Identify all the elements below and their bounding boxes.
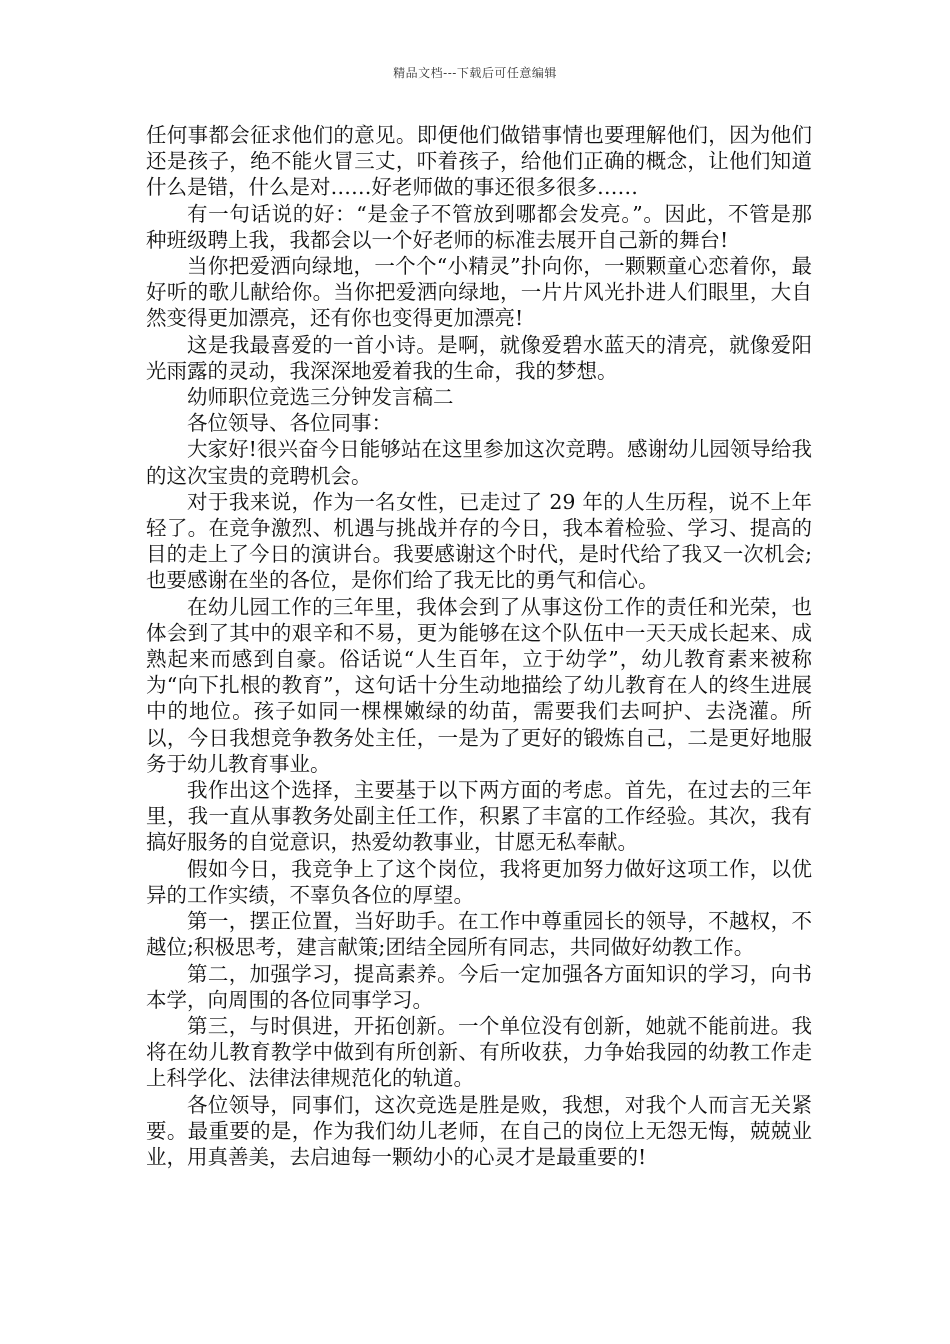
paragraph: 第一，摆正位置，当好助手。在工作中尊重园长的领导，不越权，不越位;积极思考，建言献策;团结全园所有同志，共同做好幼教工作。 xyxy=(146,909,812,960)
page-header: 精品文档---下载后可任意编辑 xyxy=(393,66,557,80)
paragraph: 有一句话说的好：“是金子不管放到哪都会发亮。”。因此，不管是那种班级聘上我，我都会以一个好老师的标准去展开自己新的舞台! xyxy=(146,201,812,252)
paragraph: 假如今日，我竞争上了这个岗位，我将更加努力做好这项工作，以优异的工作实绩，不辜负各位的厚望。 xyxy=(146,856,812,907)
paragraph: 各位领导，同事们，这次竞选是胜是败，我想，对我个人而言无关紧要。最重要的是，作为我们幼儿老师，在自己的岗位上无怨无悔，兢兢业业，用真善美，去启迪每一颗幼小的心灵才是最重要的! xyxy=(146,1092,812,1169)
paragraph: 我作出这个选择，主要基于以下两方面的考虑。首先，在过去的三年里，我一直从事教务处副主任工作，积累了丰富的工作经验。其次，我有搞好服务的自觉意识，热爱幼教事业，甘愿无私奉献。 xyxy=(146,778,812,855)
section-title: 幼师职位竞选三分钟发言稿二 xyxy=(187,385,454,410)
paragraph: 第二，加强学习，提高素养。今后一定加强各方面知识的学习，向书本学，向周围的各位同事学习。 xyxy=(146,961,812,1012)
paragraph: 大家好!很兴奋今日能够站在这里参加这次竞聘。感谢幼儿园领导给我的这次宝贵的竞聘机会。 xyxy=(146,437,812,488)
salutation: 各位领导、各位同事： xyxy=(187,411,392,436)
paragraph: 第三，与时俱进，开拓创新。一个单位没有创新，她就不能前进。我将在幼儿教育教学中做到有所创新、有所收获，力争始我园的幼教工作走上科学化、法律法律规范化的轨道。 xyxy=(146,1013,812,1091)
paragraph: 当你把爱洒向绿地，一个个“小精灵”扑向你，一颗颗童心恋着你，最好听的歌儿献给你。当你把爱洒向绿地，一片片风光扑进人们眼里，大自然变得更加漂亮，还有你也变得更加漂亮! xyxy=(146,254,812,331)
paragraph: 这是我最喜爱的一首小诗。是啊，就像爱碧水蓝天的清亮，就像爱阳光雨露的灵动，我深深地爱着我的生命，我的梦想。 xyxy=(146,332,812,383)
paragraph: 任何事都会征求他们的意见。即便他们做错事情也要理解他们，因为他们还是孩子，绝不能火冒三丈，吓着孩子，给他们正确的概念，让他们知道什么是错，什么是对……好老师做的事还很多很多…… xyxy=(146,123,812,200)
paragraph: 在幼儿园工作的三年里，我体会到了从事这份工作的责任和光荣，也体会到了其中的艰辛和不易，更为能够在这个队伍中一天天成长起来、成熟起来而感到自豪。俗话说“人生百年，立于幼学”，幼儿教育素来被称为“向下扎根的教育”，这句话十分生动地描绘了幼儿教育在人的终生进展中的地位。孩子如同一棵棵嫩绿的幼苗，需要我们去呵护、去浇灌。所以，今日我想竞争教务处主任，一是为了更好的锻炼自己，二是更好地服务于幼儿教育事业。 xyxy=(146,594,812,776)
document-body xyxy=(146,122,812,1170)
paragraph: 对于我来说，作为一名女性，已走过了 29 年的人生历程，说不上年轻了。在竞争激烈、机遇与挑战并存的今日，我本着检验、学习、提高的目的走上了今日的演讲台。我要感谢这个时代，是时代给了我又一次机会;也要感谢在坐的各位，是你们给了我无比的勇气和信心。 xyxy=(146,489,812,593)
